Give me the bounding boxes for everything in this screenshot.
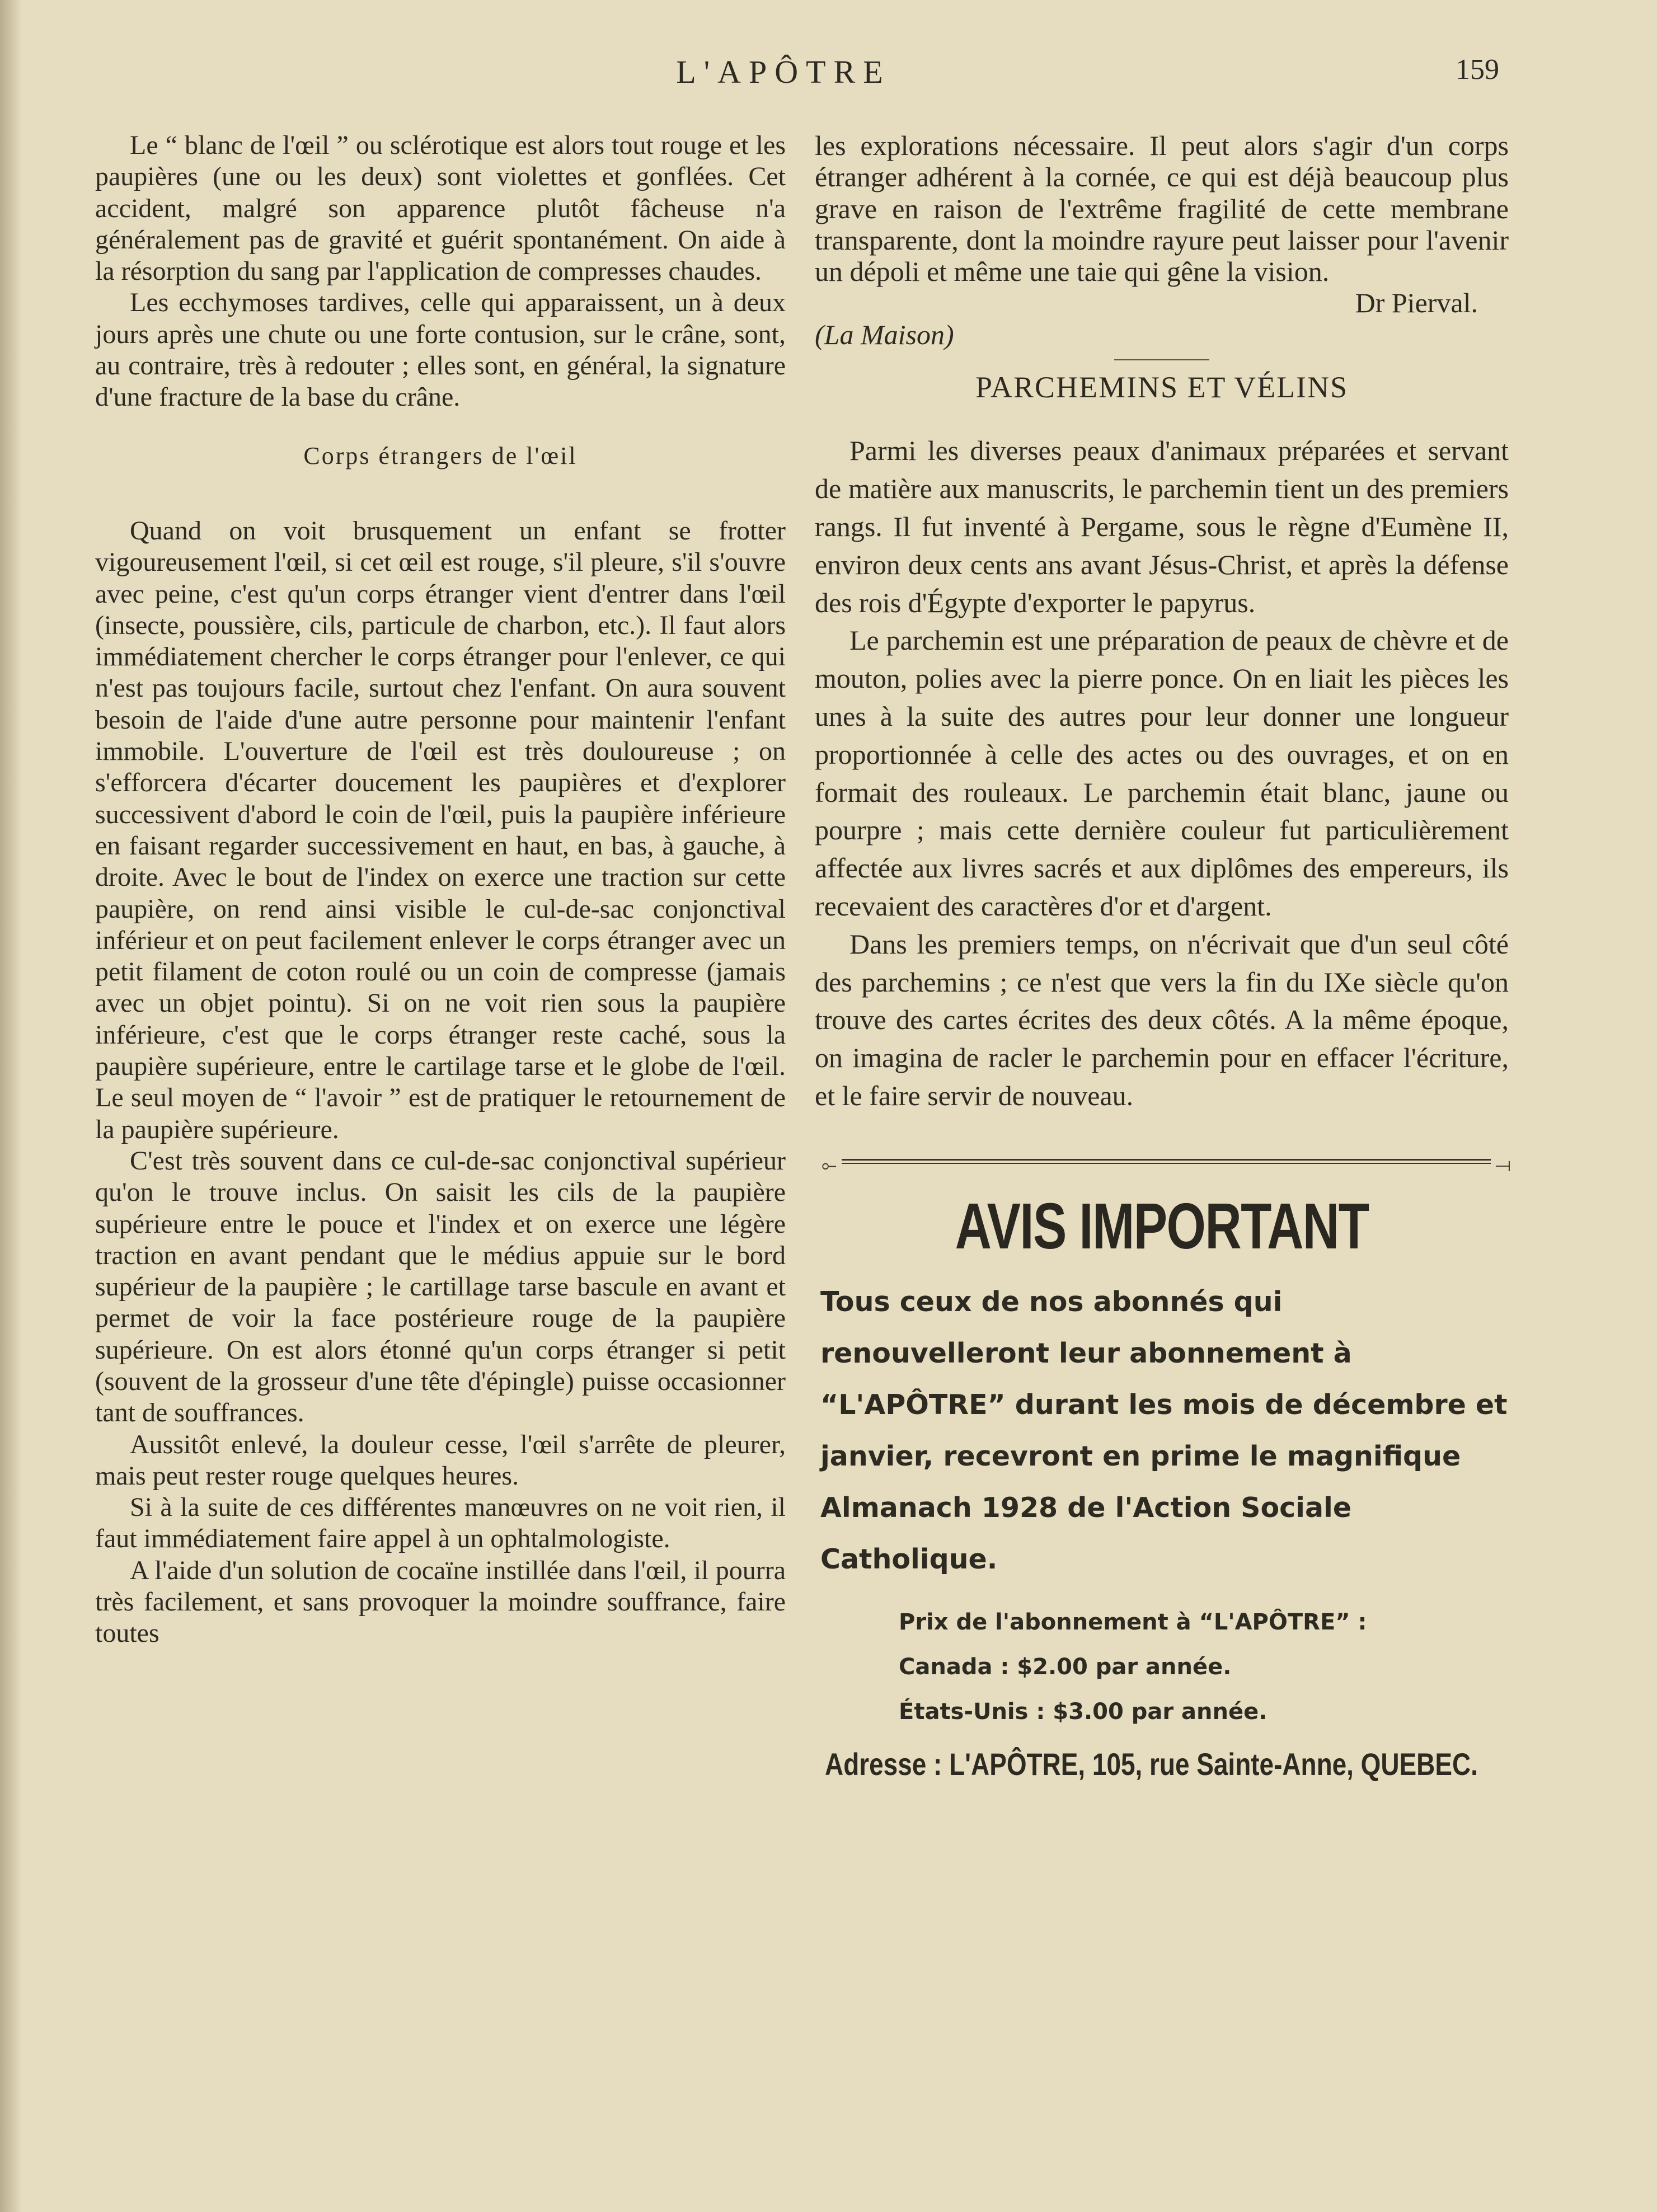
section-divider: [1114, 359, 1209, 360]
page-header: [0, 53, 1657, 98]
paragraph: Le “ blanc de l'œil ” ou sclérotique est alors tout rouge et les paupières (une ou les deux) sont violettes et gonflées. Cet accident, malgré son apparence plutôt fâcheuse n'a généralement pas de gravité et guérit spontanément. On aide à la résorption du sang par l'application de compresses chaudes.: [95, 130, 786, 287]
paragraph: Dans les premiers temps, on n'écrivait que d'un seul côté des parchemins ; ce n'est que vers la fin du IXe siècle qu'on trouve des cartes écrites des deux côtés. A la même époque, on imagina de racler le parchemin pour en effacer l'écriture, et le faire servir de nouveau.: [815, 928, 1509, 1111]
notice-text: Tous ceux de nos abonnés qui renouvelleront leur abonnement à “L'APÔTRE” durant les mois de décembre et janvier, recevront en prime le magnifique Almanach 1928 de l'Action Sociale Catholique.: [820, 1286, 1508, 1576]
paragraph: Quand on voit brusquement un enfant se frotter vigoureusement l'œil, si cet œil est rouge, s'il pleure, s'il s'ouvre avec peine, c'est qu'un corps étranger vient d'entrer dans l'œil (insecte, poussière, cils, particule de charbon, etc.). Il faut alors immédiatement chercher le corps étranger pour l'enlever, ce qui n'est pas toujours facile, surtout chez l'enfant. On aura souvent besoin de l'aide d'une autre personne pour maintenir l'enfant immobile. L'ouverture de l'œil est très douloureuse ; on s'efforcera d'écarter doucement les paupières et d'explorer successivent d'abord le coin de l'œil, puis la paupière inférieure en faisant regarder successivement en haut, en bas, à gauche, à droite. Avec le bout de l'index on exerce une traction sur cette paupière, on rend ainsi visible le cul-de-sac conjonctival inférieur et on peut facilement enlever le corps étranger avec un petit filament de coton roulé ou un coin de compresse (jamais avec un objet pointu). Si on ne voit rien sous la paupière inférieure, c'est que le corps étranger reste caché, sous la paupière supérieure, entre le cartilage tarse et le globe de l'œil. Le seul moyen de “ l'avoir ” est de pratiquer le retournement de la paupière supérieure.: [95, 515, 786, 1144]
running-title: L'APÔTRE: [676, 54, 891, 90]
paragraph: A l'aide d'un solution de cocaïne instillée dans l'œil, il pourra très facilement, et sans provoquer la moindre souffrance, faire toutes: [95, 1555, 786, 1649]
paragraph-continuation: les explorations nécessaire. Il peut alors s'agir d'un corps étranger adhérent à la cornée, ce qui est déjà beaucoup plus grave en raison de l'extrême fragilité de cette membrane transparente, dont la moindre rayure peut laisser pour l'avenir un dépoli et même une taie qui gêne la vision.: [815, 130, 1509, 288]
price-usa: États-Unis : $3.00 par année.: [899, 1699, 1268, 1725]
section-subheading: Corps étrangers de l'œil: [303, 442, 578, 469]
paragraph: Le parchemin est une préparation de peaux de chèvre et de mouton, polies avec la pierre ponce. On en liait les pièces les unes à la suite des autres pour leur donner une longueur proportionnée à celle des actes ou des ouvrages, et on en formait des rouleaux. Le parchemin était blanc, jaune ou pourpre ; mais cette dernière couleur fut particulièrement affectée aux livres sacrés et aux diplômes des empereurs, ils recevaient des caractères d'or et d'argent.: [815, 624, 1509, 922]
publisher-address: Adresse : L'APÔTRE, 105, rue Sainte-Anne, QUEBEC.: [825, 1746, 1478, 1782]
double-rule: [842, 1159, 1491, 1164]
article-body: [815, 432, 1509, 1115]
paragraph: Aussitôt enlevé, la douleur cesse, l'œil s'arrête de pleurer, mais peut rester rouge quelques heures.: [95, 1429, 786, 1491]
right-column: [815, 130, 1509, 1780]
price-heading: Prix de l'abonnement à “L'APÔTRE” :: [899, 1609, 1367, 1636]
page-number: 159: [1456, 54, 1499, 86]
ornament-left-icon: ⟜: [822, 1154, 837, 1176]
paragraph: Parmi les diverses peaux d'animaux préparées et servant de matière aux manuscrits, le parchemin tient un des premiers rangs. Il fut inventé à Pergame, sous le règne d'Eumène II, environ deux cents ans avant Jésus-Christ, et après la défense des rois d'Égypte d'exporter le papyrus.: [815, 435, 1509, 618]
author-signature: Dr Pierval.: [1355, 287, 1478, 319]
paragraph: Les ecchymoses tardives, celle qui apparaissent, un à deux jours après une chute ou une forte contusion, sur le crâne, sont, au contraire, très à redouter ; elles sont, en général, la signature d'une fracture de la base du crâne.: [95, 288, 786, 412]
ornament-right-icon: ⟞: [1495, 1154, 1511, 1176]
paragraph: Si à la suite de ces différentes manœuvres on ne voit rien, il faut immédiatement faire appel à un ophtalmologiste.: [95, 1492, 786, 1554]
price-block: [899, 1600, 1509, 1734]
article-title: PARCHEMINS ET VÉLINS: [975, 370, 1349, 405]
notice-title: AVIS IMPORTANT: [955, 1189, 1369, 1262]
left-column: [95, 130, 786, 1650]
paragraph: C'est très souvent dans ce cul-de-sac conjonctival supérieur qu'on le trouve inclus. On saisit les cils de la paupière supérieure entre le pouce et l'index et on exerce une légère traction en avant pendant que le médius appuie sur le bord supérieur de la paupière ; le cartillage tarse bascule en avant et permet de voir la face postérieure rouge de la paupière supérieure. On est alors étonné qu'un corps étranger si petit (souvent de la grosseur d'une tête d'épingle) puisse occasionner tant de souffrances.: [95, 1145, 786, 1428]
ornamental-rule: [822, 1153, 1511, 1176]
source-citation: (La Maison): [815, 318, 954, 350]
price-canada: Canada : $2.00 par année.: [899, 1654, 1232, 1680]
page-binding-shadow: [0, 0, 22, 2212]
